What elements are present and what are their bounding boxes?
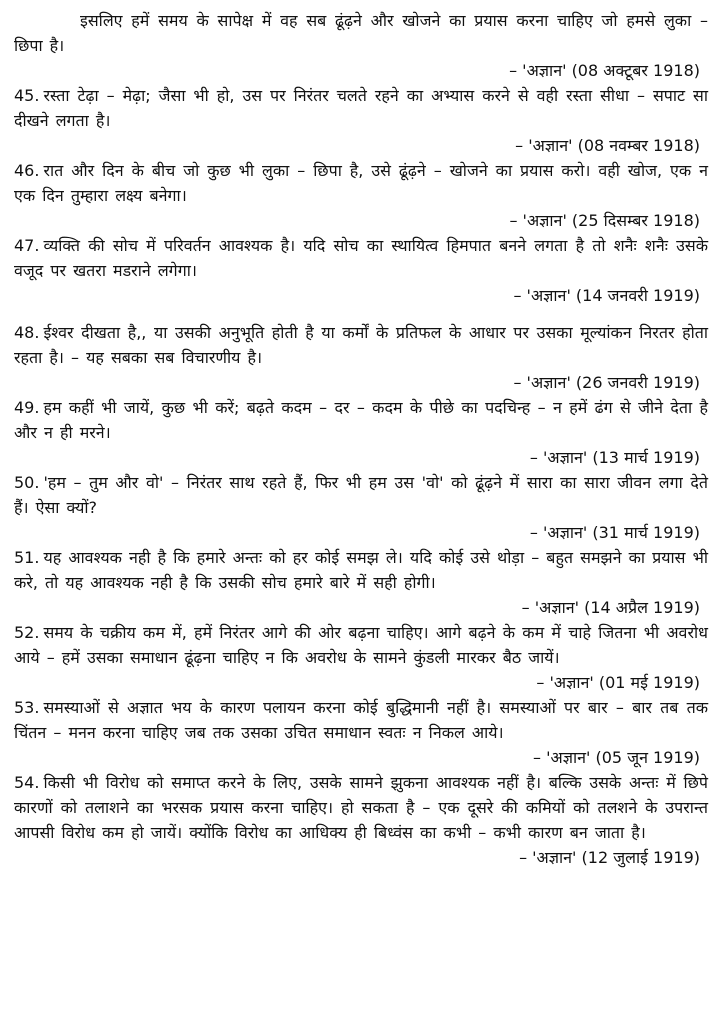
entry-text [14,395,708,445]
entry-body: किसी भी विरोध को समाप्त करने के लिए, उसके सामने झुकना आवश्यक नहीं है। बल्कि उसके अन्तः में छिपे कारणों को तलाशने का भरसक प्रयास करना चाहिए। हो सकता है – एक दूसरे की कमियों को तलशने के उपरान्त आपसी विरोध कम हो जायें। क्योंकि विरोध का आधिक्य ही बिध्वंस का कभी – कभी कारण बन जाता है। [14,773,708,842]
entry-number: 51. [14,548,40,567]
entry-text [14,233,708,283]
entry-body: रात और दिन के बीच जो कुछ भी लुका – छिपा है, उसे ढूंढ़ने – खोजने का प्रयास करो। वही खोज, एक न एक दिन तुम्हारा लक्ष्य बनेगा। [14,161,708,205]
entry-attribution: – 'अज्ञान' (14 अप्रैल 1919) [521,598,700,617]
entry-number: 48. [14,323,40,342]
entry-52 [14,620,708,695]
entry-attribution: – 'अज्ञान' (01 मई 1919) [536,673,700,692]
entry-body: 'हम – तुम और वो' – निरंतर साथ रहते हैं, फिर भी हम उस 'वो' को ढूंढ़ने में सारा का सारा जीवन लगा देते हैं। ऐसा क्यों? [14,473,708,517]
entry-attribution: – 'अज्ञान' (13 मार्च 1919) [529,448,700,467]
entry-body: हम कहीं भी जायें, कुछ भी करें; बढ़ते कदम – दर – कदम के पीछे का पदचिन्ह – न हमें ढंग से जीने देता है और न ही मरने। [14,398,708,442]
entry-body: व्यक्ति की सोच में परिवर्तन आवश्यक है। यदि सोच का स्थायित्व हिमपात बनने लगता है तो शनैः शनैः उसके वजूद पर खतरा मडराने लगेगा। [14,236,708,280]
entry-number: 46. [14,161,40,180]
entry-text [14,320,708,370]
entry-51 [14,545,708,620]
entry-text [14,695,708,745]
entry-number: 47. [14,236,40,255]
entry-text [14,158,708,208]
entry-53 [14,695,708,770]
entry-attribution: – 'अज्ञान' (14 जनवरी 1919) [513,286,700,305]
entry-body: समस्याओं से अज्ञात भय के कारण पलायन करना कोई बुद्धिमानी नहीं है। समस्याओं पर बार – बार तब तक चिंतन – मनन करना चाहिए जब तक उसका उचित समाधान स्वतः न निकल आये। [14,698,708,742]
entry-number: 45. [14,86,40,105]
entry-49 [14,395,708,470]
spacer [14,308,708,320]
entry-attribution: – 'अज्ञान' (12 जुलाई 1919) [519,848,700,867]
entry-54 [14,770,708,870]
entry-number: 50. [14,473,40,492]
entry-body: यह आवश्यक नही है कि हमारे अन्तः को हर कोई समझ ले। यदि कोई उसे थोड़ा – बहुत समझने का प्रयास भी करे, तो यह आवश्यक नही है कि उसकी सोच हमारे बारे में सही होगी। [14,548,708,592]
entry-attribution: – 'अज्ञान' (25 दिसम्बर 1918) [509,211,700,230]
entry-number: 54. [14,773,40,792]
entry-45 [14,83,708,158]
entry-number: 49. [14,398,40,417]
entry-50 [14,470,708,545]
entry-attribution: – 'अज्ञान' (08 नवम्बर 1918) [515,136,700,155]
entry-text [14,83,708,133]
entry-body: रस्ता टेढ़ा – मेढ़ा; जैसा भी हो, उस पर निरंतर चलते रहने का अभ्यास करने से वही रस्ता सीधा – सपाट सा दीखने लगता है। [14,86,708,130]
entry-number: 52. [14,623,40,642]
entry-number: 53. [14,698,40,717]
entry-body: ईश्वर दीखता है,, या उसकी अनुभूति होती है या कर्मों के प्रतिफल के आधार पर उसका मूल्यांकन निरतर होता रहता है। – यह सबका सब विचारणीय है। [14,323,708,367]
entry-attribution: – 'अज्ञान' (05 जून 1919) [533,748,700,767]
intro-attribution: – 'अज्ञान' (08 अक्टूबर 1918) [509,61,700,80]
entry-attribution: – 'अज्ञान' (31 मार्च 1919) [529,523,700,542]
entry-text [14,620,708,670]
entry-body: समय के चक्रीय कम में, हमें निरंतर आगे की ओर बढ़ना चाहिए। आगे बढ़ने के कम में चाहे जितना भी अवरोध आये – हमें उसका समाधान ढूंढ़ना चाहिए न कि अवरोध के सामने कुंडली मारकर बैठ जायें। [14,623,708,667]
entry-text [14,470,708,520]
entry-47 [14,233,708,308]
entry-text [14,545,708,595]
entry-attribution: – 'अज्ञान' (26 जनवरी 1919) [513,373,700,392]
entry-46 [14,158,708,233]
entry-48 [14,320,708,395]
entry-text [14,770,708,845]
intro-paragraph: इसलिए हमें समय के सापेक्ष में वह सब ढूंढ़ने और खोजने का प्रयास करना चाहिए जो हमसे लुका – छिपा है। [14,11,708,55]
